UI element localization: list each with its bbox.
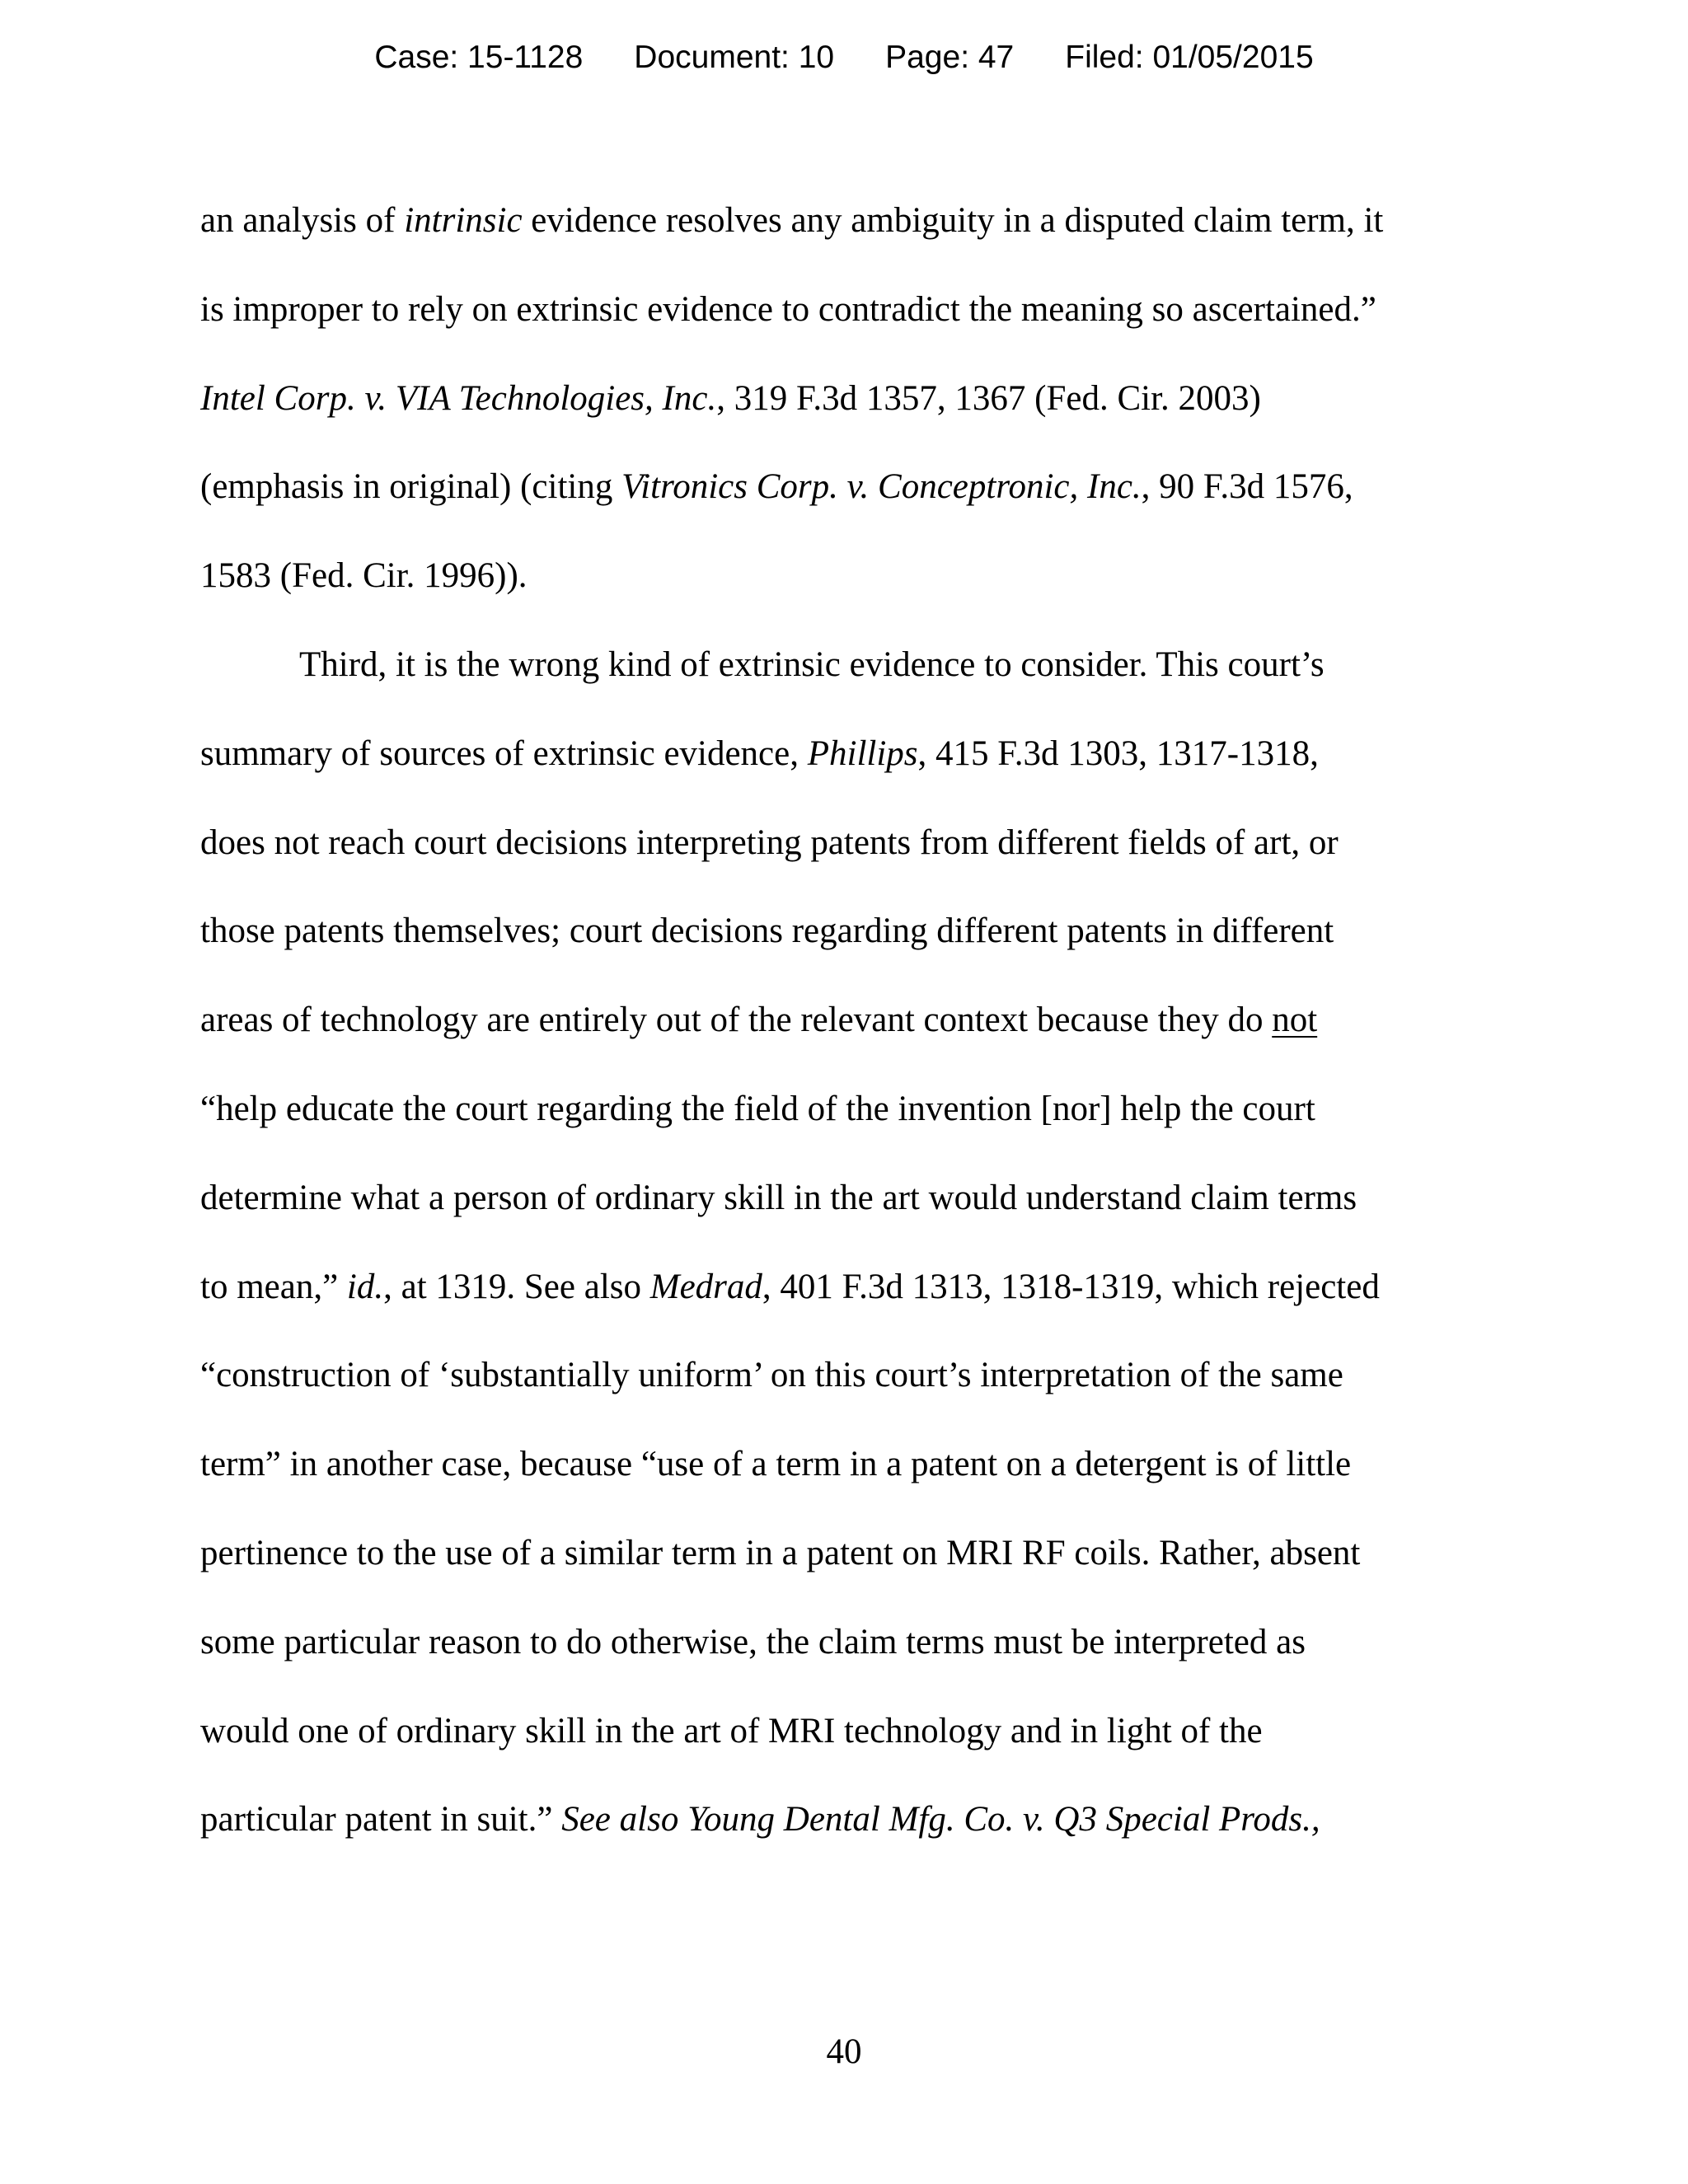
text-line-9: those patents themselves; court decisions regarding different patents in different (200, 912, 1334, 951)
text-run: an analysis of (200, 201, 405, 240)
text-line-19 (200, 1786, 1519, 1875)
text-line-10 (200, 987, 1519, 1076)
text-run: areas of technology are entirely out of the relevant context because they do (200, 1001, 1273, 1040)
case-citation: Phillips (807, 733, 918, 773)
text-line-14: “construction of ‘substantially uniform’ on this court’s interpretation of the same (200, 1356, 1343, 1395)
header-page-number: Page: 47 (885, 40, 1015, 75)
document-number: Document: 10 (634, 40, 835, 75)
italic-run: intrinsic (404, 201, 523, 240)
case-citation: Vitronics Corp. v. Conceptronic, Inc. (621, 467, 1142, 507)
text-line-4 (200, 453, 1519, 542)
text-line-11: “help educate the court regarding the field of the invention [nor] help the court (200, 1089, 1315, 1128)
text-run: (emphasis in original) (citing (200, 467, 622, 507)
text-run: particular patent in suit.” (200, 1800, 562, 1840)
filed-date: Filed: 01/05/2015 (1065, 40, 1314, 75)
text-run: , 415 F.3d 1303, 1317-1318, (917, 733, 1319, 773)
text-run: summary of sources of extrinsic evidence, (200, 733, 808, 773)
italic-run: id. (346, 1267, 384, 1306)
text-line-17: some particular reason to do otherwise, the claim terms must be interpreted as (200, 1622, 1306, 1661)
text-run: , 319 F.3d 1357, 1367 (Fed. Cir. 2003) (716, 378, 1261, 418)
text-run: , 90 F.3d 1576, (1141, 467, 1353, 507)
text-run: , 401 F.3d 1313, 1318-1319, which rejected (762, 1267, 1380, 1306)
text-line-5: 1583 (Fed. Cir. 1996)). (200, 556, 528, 596)
text-line-12: determine what a person of ordinary skill in the art would understand claim terms (200, 1178, 1357, 1217)
text-run: to mean,” (200, 1267, 347, 1306)
text-line-3 (200, 365, 1519, 454)
text-run: evidence resolves any ambiguity in a disputed claim term, it (522, 201, 1384, 240)
text-line-18: would one of ordinary skill in the art of MRI technology and in light of the (200, 1711, 1263, 1750)
text-line-6: Third, it is the wrong kind of extrinsic evidence to consider. This court’s (299, 644, 1325, 684)
page-number: 40 (826, 2032, 862, 2071)
case-number: Case: 15-1128 (374, 40, 584, 75)
underlined-run: not (1272, 1001, 1318, 1040)
body-text (200, 187, 1519, 1875)
text-line-16: pertinence to the use of a similar term in a patent on MRI RF coils. Rather, absent (200, 1533, 1361, 1572)
case-citation: See also Young Dental Mfg. Co. v. Q3 Special Prods., (561, 1800, 1320, 1840)
case-citation: Medrad (649, 1267, 762, 1306)
text-line-15: term” in another case, because “use of a term in a patent on a detergent is of little (200, 1445, 1352, 1484)
text-line-8: does not reach court decisions interpreting patents from different fields of art, or (200, 823, 1339, 862)
text-line-2: is improper to rely on extrinsic evidence to contradict the meaning so ascertained.” (200, 289, 1376, 329)
text-line-13 (200, 1254, 1519, 1343)
case-citation: Intel Corp. v. VIA Technologies, Inc. (200, 378, 717, 418)
text-line-7 (200, 720, 1519, 809)
text-run: , at 1319. See also (383, 1267, 650, 1306)
filing-header (0, 37, 1688, 78)
text-line-1 (200, 187, 1519, 276)
